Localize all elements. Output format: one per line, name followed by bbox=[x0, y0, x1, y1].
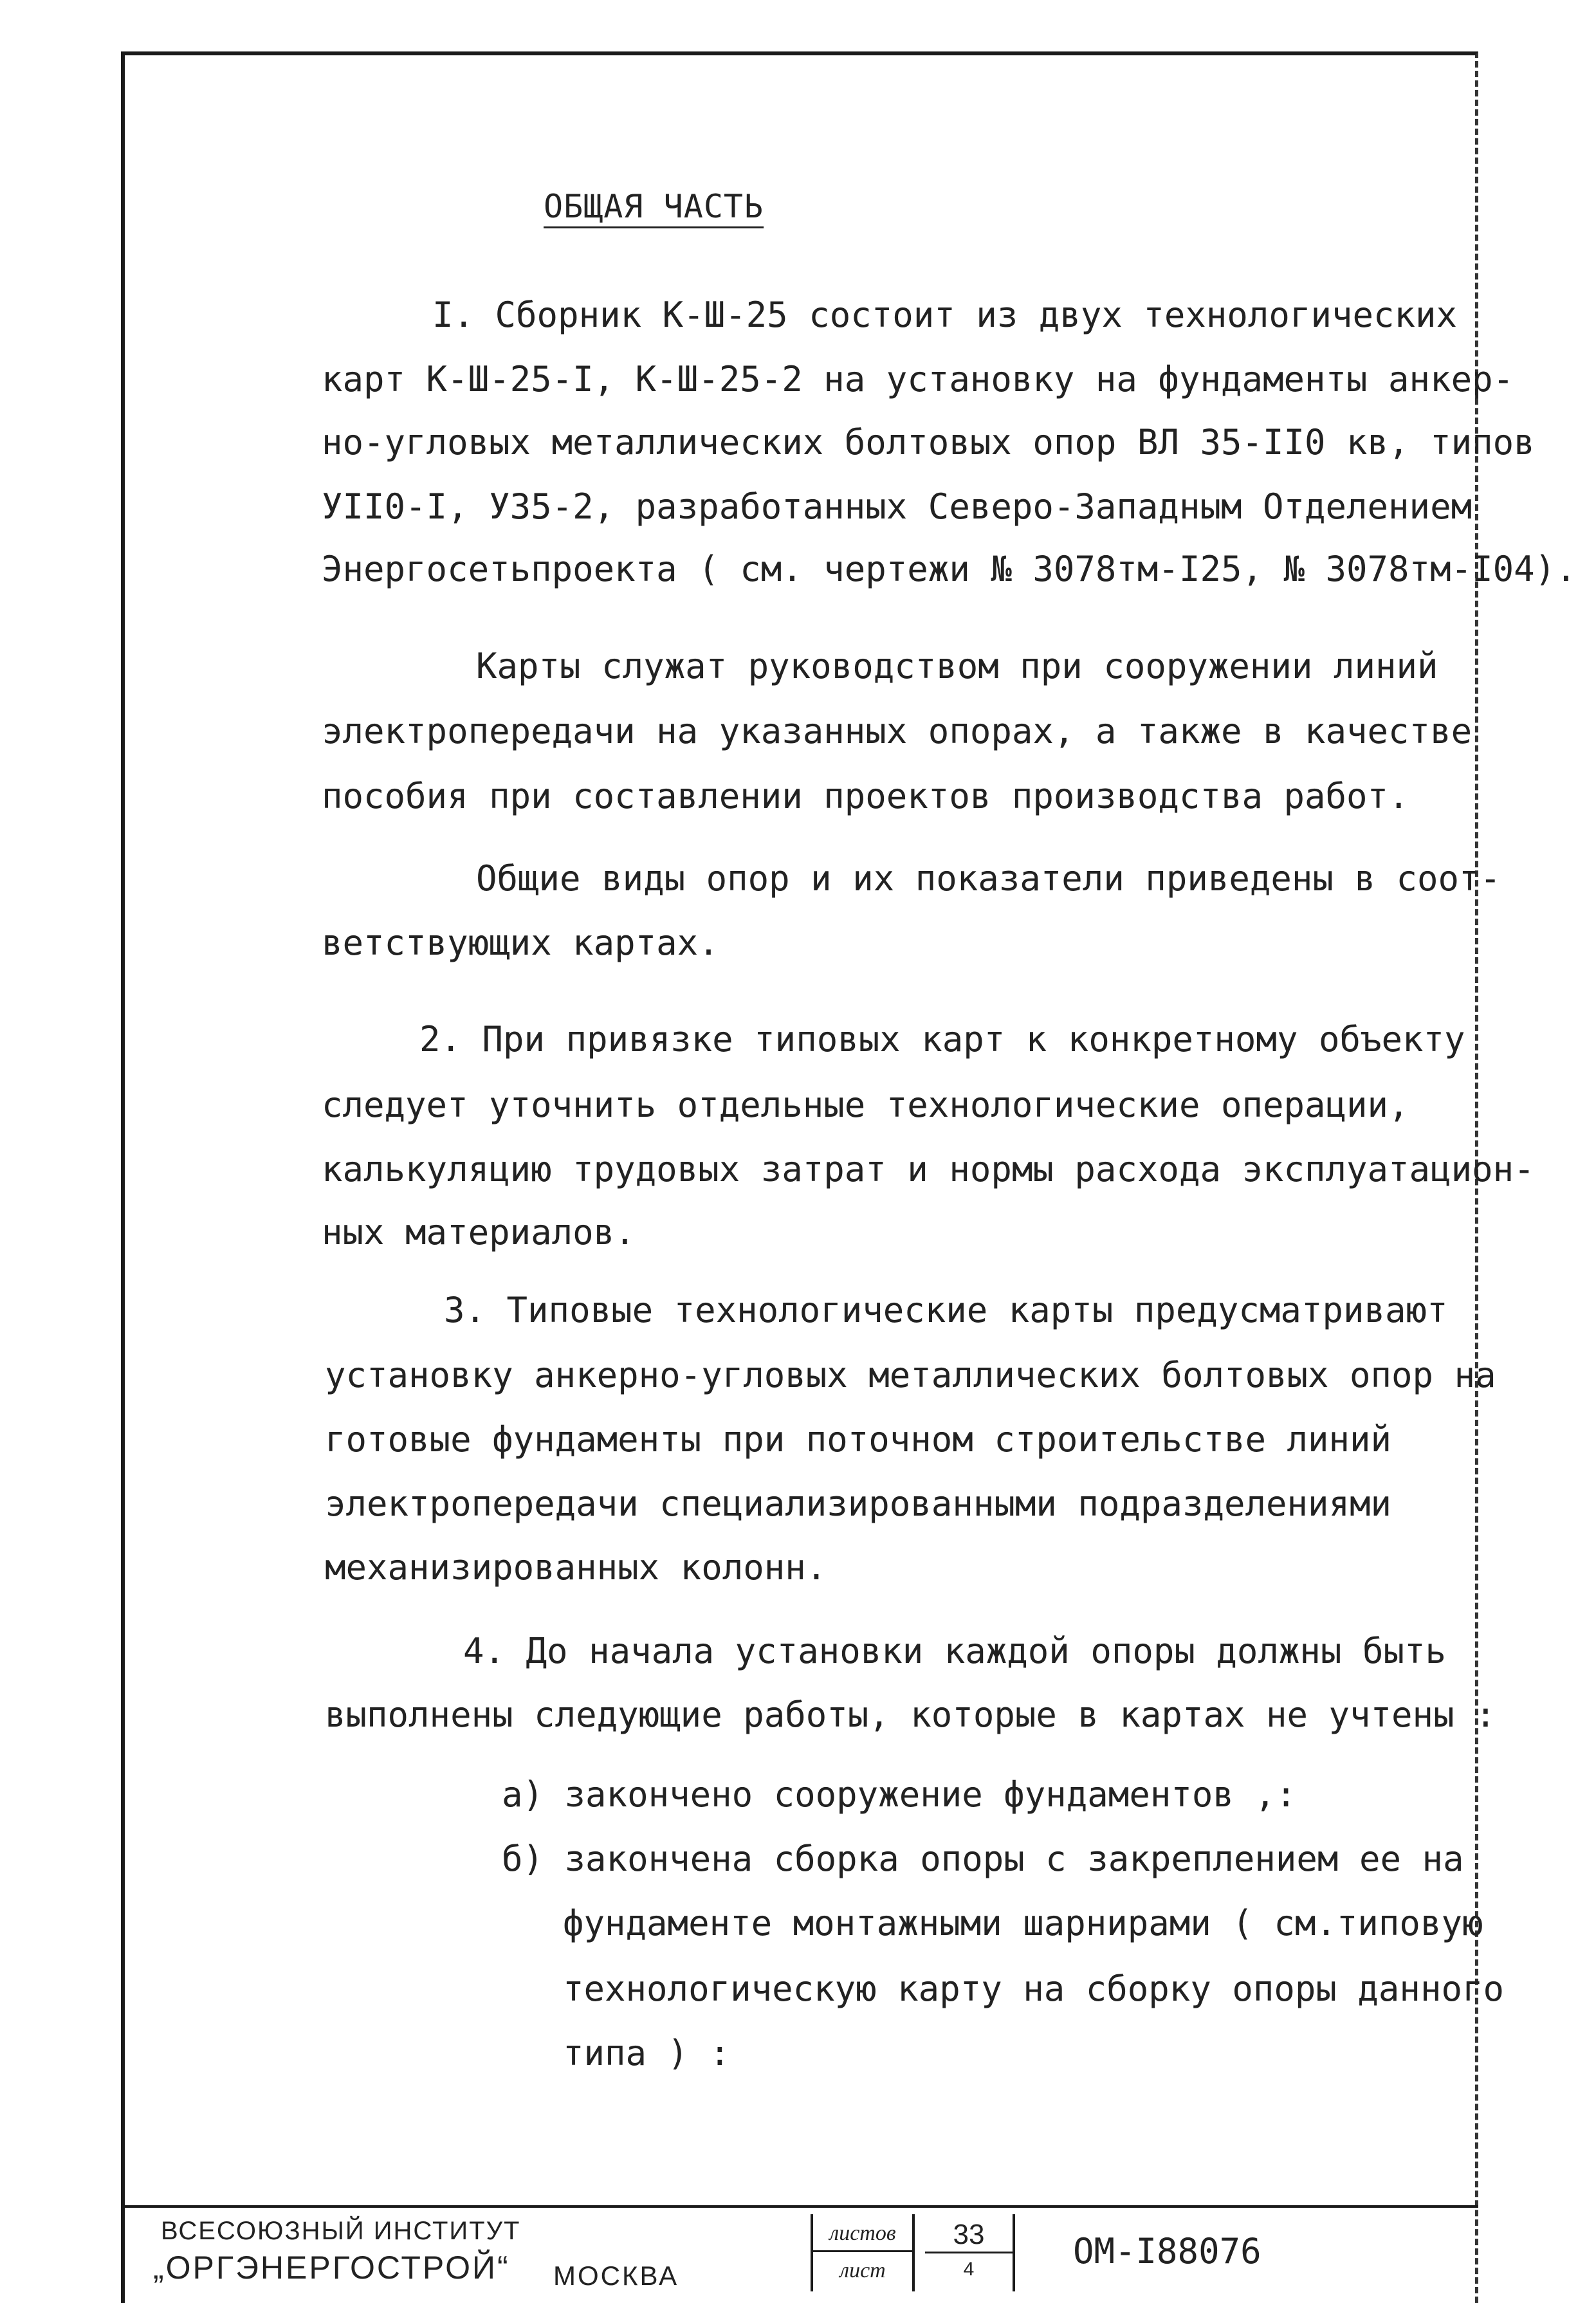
sheet-number: 33 bbox=[925, 2218, 1013, 2253]
text-line: но-угловых металлических болтовых опор ВЛ 35-II0 кв, типов bbox=[322, 422, 1535, 463]
text-line: ветствующих картах. bbox=[322, 922, 719, 963]
text-line: калькуляцию трудовых затрат и нормы расхода эксплуатацион- bbox=[322, 1149, 1535, 1189]
text-line: УII0-I, У35-2, разработанных Северо-Западным Отделением bbox=[322, 486, 1472, 527]
text-line: карт К-Ш-25-I, К-Ш-25-2 на установку на фундаменты анкер- bbox=[322, 359, 1514, 399]
page-title: ОБЩАЯ ЧАСТЬ bbox=[544, 188, 764, 225]
text-line: фундаменте монтажными шарнирами ( см.типовую bbox=[563, 1903, 1483, 1943]
text-line: типа ) : bbox=[563, 2033, 731, 2073]
text-line: 3. Типовые технологические карты предусматривают bbox=[444, 1290, 1448, 1330]
text-line: 2. При привязке типовых карт к конкретному объекту bbox=[419, 1019, 1465, 1060]
format-label: листов bbox=[813, 2217, 912, 2252]
text-line: I. Сборник К-Ш-25 состоит из двух технологических bbox=[432, 295, 1458, 335]
document-code: ОМ-I88076 bbox=[1073, 2231, 1261, 2271]
text-line: электропередачи на указанных опорах, а также в качестве bbox=[322, 711, 1472, 751]
text-line: выполнены следующие работы, которые в картах не учтены : bbox=[325, 1694, 1496, 1735]
text-line: механизированных колонн. bbox=[325, 1547, 827, 1588]
text-line: готовые фундаменты при поточном строительстве линий bbox=[325, 1419, 1392, 1460]
text-line: следует уточнить отдельные технологические операции, bbox=[322, 1085, 1409, 1125]
sheet-label: лист bbox=[839, 2259, 886, 2282]
text-line: электропередачи специализированными подразделениями bbox=[325, 1483, 1392, 1524]
list-item: б) закончена сборка опоры с закреплением ее на bbox=[502, 1839, 1464, 1879]
institute-label: ВСЕСОЮЗНЫЙ ИНСТИТУТ bbox=[161, 2217, 521, 2245]
text-line: Общие виды опор и их показатели приведены в соот- bbox=[476, 858, 1501, 899]
text-line: установку анкерно-угловых металлических болтовых опор на bbox=[325, 1355, 1496, 1395]
institute-name: „ОРГЭНЕРГОСТРОЙ“ bbox=[153, 2250, 510, 2286]
text-line: ных материалов. bbox=[322, 1212, 636, 1252]
text-line: 4. До начала установки каждой опоры должны быть bbox=[463, 1631, 1447, 1671]
sheet-sub-number: 4 bbox=[963, 2259, 975, 2280]
sheet-box bbox=[925, 2214, 1015, 2291]
text-line: Энергосетьпроекта ( см. чертежи № 3078тм-I25, № 3078тм-I04). bbox=[322, 549, 1577, 589]
title-block bbox=[121, 2205, 1478, 2295]
text-line: пособия при составлении проектов производства работ. bbox=[322, 776, 1409, 816]
list-item: а) закончено сооружение фундаментов ,: bbox=[502, 1774, 1297, 1815]
format-box bbox=[811, 2214, 915, 2291]
text-line: технологическую карту на сборку опоры данного bbox=[563, 1968, 1504, 2009]
text-line: Карты служат руководством при сооружении линий bbox=[476, 646, 1438, 686]
city-label: МОСКВА bbox=[553, 2261, 679, 2291]
